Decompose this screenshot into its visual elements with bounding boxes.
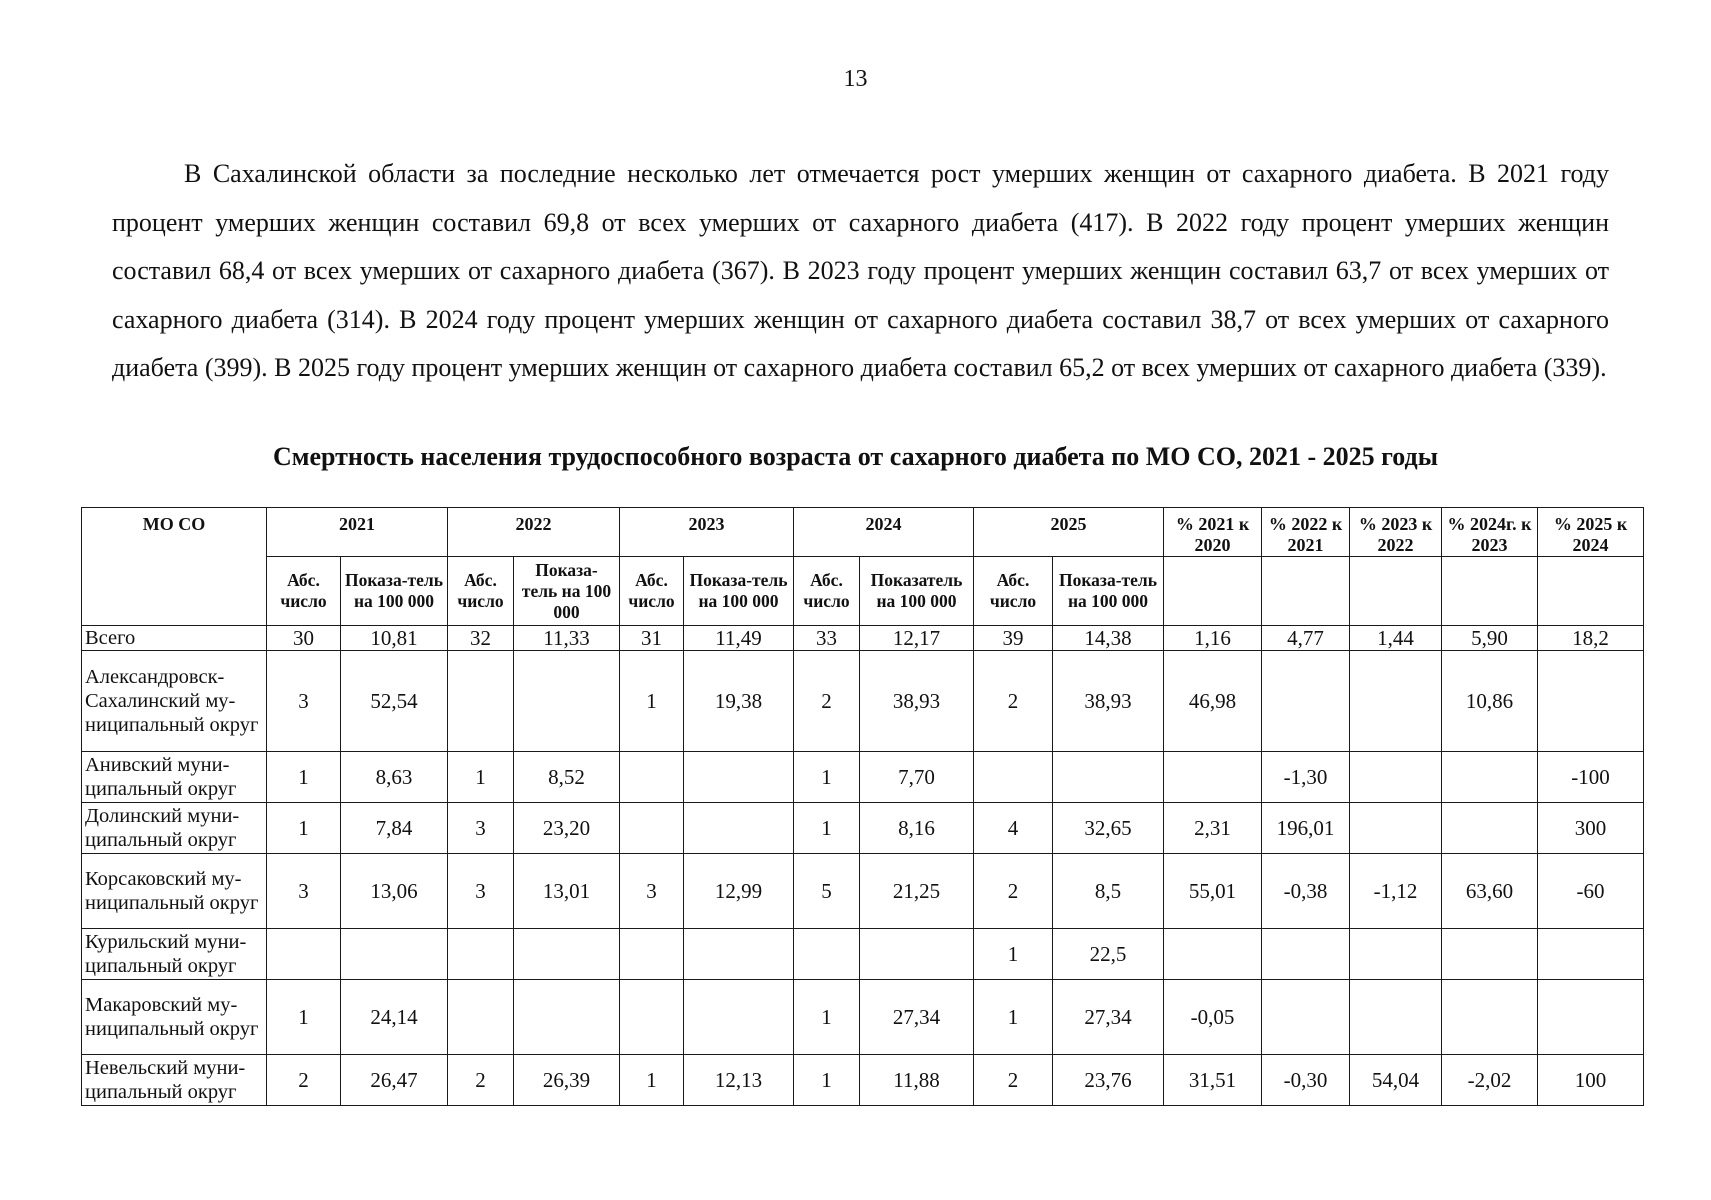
table-cell: -0,05	[1164, 980, 1262, 1055]
header-rate: Показатель на 100 000	[860, 557, 974, 626]
table-cell	[620, 752, 684, 803]
table-cell	[514, 651, 620, 752]
intro-paragraph: В Сахалинской области за последние несколько лет отмечается рост умерших женщин от сахарного диабета. В 2021 году процент умерших женщин составил 69,8 от всех умерших от сахарного диабета (417). В 2022 году процент умерших женщин составил 68,4 от всех умерших от сахарного диабета (367). В 2023 году процент умерших женщин составил 63,7 от всех умерших от сахарного диабета (314). В 2024 году процент умерших женщин от сахарного диабета составил 38,7 от всех умерших от сахарного диабета (399). В 2025 году процент умерших женщин от сахарного диабета составил 65,2 от всех умерших от сахарного диабета (339).	[112, 159, 1609, 383]
table-cell	[514, 929, 620, 980]
header-pct: % 2023 к 2022	[1350, 508, 1442, 557]
header-year: 2023	[620, 508, 794, 557]
table-row	[82, 929, 1644, 980]
table-cell	[974, 752, 1053, 803]
header-abs: Абс. число	[448, 557, 514, 626]
header-abs: Абс. число	[620, 557, 684, 626]
table-cell: 3	[267, 854, 341, 929]
table-cell: 14,38	[1053, 626, 1164, 651]
table-cell	[1350, 752, 1442, 803]
table-cell: 27,34	[860, 980, 974, 1055]
table-cell: 55,01	[1164, 854, 1262, 929]
header-empty	[1164, 557, 1262, 626]
table-cell	[1350, 980, 1442, 1055]
table-cell: 1	[974, 929, 1053, 980]
table-cell	[620, 929, 684, 980]
table-cell: 23,20	[514, 803, 620, 854]
table-cell	[1350, 929, 1442, 980]
table-cell: 46,98	[1164, 651, 1262, 752]
table-row	[82, 1055, 1644, 1106]
table-cell: 1	[267, 803, 341, 854]
table-cell: 1	[794, 1055, 860, 1106]
table-cell: 21,25	[860, 854, 974, 929]
row-name: Невельский муни-ципальный округ	[82, 1055, 267, 1106]
table-cell: -1,12	[1350, 854, 1442, 929]
table-cell: 32,65	[1053, 803, 1164, 854]
table-cell	[1350, 803, 1442, 854]
table-cell	[267, 929, 341, 980]
row-name: Анивский муни-ципальный округ	[82, 752, 267, 803]
table-cell: 13,06	[341, 854, 448, 929]
table-row	[82, 626, 1644, 651]
table-cell: 11,49	[684, 626, 794, 651]
table-cell: 38,93	[1053, 651, 1164, 752]
table-cell	[1053, 752, 1164, 803]
table-cell	[794, 929, 860, 980]
row-name: Долинский муни-ципальный округ	[82, 803, 267, 854]
header-year: 2021	[267, 508, 448, 557]
table-row	[82, 980, 1644, 1055]
table-cell: 11,33	[514, 626, 620, 651]
table-cell	[860, 929, 974, 980]
header-pct: % 2025 к 2024	[1538, 508, 1644, 557]
table-cell	[514, 980, 620, 1055]
table-cell	[1538, 980, 1644, 1055]
header-pct: % 2021 к 2020	[1164, 508, 1262, 557]
table-subheader-row	[82, 557, 1644, 626]
table-cell: 1,44	[1350, 626, 1442, 651]
table-cell: 1	[794, 980, 860, 1055]
table-body	[82, 626, 1644, 1106]
row-name: Курильский муни-ципальный округ	[82, 929, 267, 980]
table-cell: 54,04	[1350, 1055, 1442, 1106]
header-year: 2025	[974, 508, 1164, 557]
table-cell: -2,02	[1442, 1055, 1538, 1106]
row-name: Александровск-Сахалинский му-ниципальный округ	[82, 651, 267, 752]
table-cell	[448, 651, 514, 752]
table-cell: 13,01	[514, 854, 620, 929]
table-cell	[1262, 980, 1350, 1055]
table-cell	[1538, 929, 1644, 980]
table-cell: 12,13	[684, 1055, 794, 1106]
table-cell	[684, 929, 794, 980]
table-cell	[1262, 651, 1350, 752]
table-cell	[620, 980, 684, 1055]
table-cell: 8,5	[1053, 854, 1164, 929]
table-cell	[1538, 651, 1644, 752]
table-cell: 31	[620, 626, 684, 651]
table-cell	[1262, 929, 1350, 980]
table-cell	[620, 803, 684, 854]
header-rate: Показа-тель на 100 000	[514, 557, 620, 626]
table-cell: 196,01	[1262, 803, 1350, 854]
table-cell	[341, 929, 448, 980]
header-empty	[1262, 557, 1350, 626]
table-cell: 24,14	[341, 980, 448, 1055]
table-cell	[1164, 929, 1262, 980]
table-cell: -0,30	[1262, 1055, 1350, 1106]
table-row	[82, 752, 1644, 803]
table-cell: 19,38	[684, 651, 794, 752]
table-cell: 1	[267, 752, 341, 803]
table-cell: 2	[974, 854, 1053, 929]
table-cell: 5	[794, 854, 860, 929]
table-cell: 2	[448, 1055, 514, 1106]
table-cell: 30	[267, 626, 341, 651]
header-empty	[1442, 557, 1538, 626]
row-name: Корсаковский му-ниципальный округ	[82, 854, 267, 929]
table-cell: 3	[620, 854, 684, 929]
table-cell: 1,16	[1164, 626, 1262, 651]
table-cell	[1350, 651, 1442, 752]
table-cell: 3	[448, 803, 514, 854]
table-cell: 1	[974, 980, 1053, 1055]
table-cell: 11,88	[860, 1055, 974, 1106]
table-cell: 26,39	[514, 1055, 620, 1106]
table-cell: 300	[1538, 803, 1644, 854]
table-cell: 33	[794, 626, 860, 651]
header-abs: Абс. число	[794, 557, 860, 626]
table-cell: 8,52	[514, 752, 620, 803]
table-cell: 1	[794, 752, 860, 803]
table-cell	[1164, 752, 1262, 803]
table-cell: 52,54	[341, 651, 448, 752]
table-cell: 100	[1538, 1055, 1644, 1106]
table-cell: 10,86	[1442, 651, 1538, 752]
table-cell: 2	[267, 1055, 341, 1106]
header-rate: Показа-тель на 100 000	[684, 557, 794, 626]
row-name: Всего	[82, 626, 267, 651]
table-cell: 10,81	[341, 626, 448, 651]
header-abs: Абс. число	[974, 557, 1053, 626]
header-year: 2024	[794, 508, 974, 557]
table-cell: 2,31	[1164, 803, 1262, 854]
mortality-table	[81, 507, 1644, 1106]
table-header-row	[82, 508, 1644, 557]
table-cell: 1	[794, 803, 860, 854]
table-cell	[448, 980, 514, 1055]
table-cell	[1442, 752, 1538, 803]
table-cell: 3	[267, 651, 341, 752]
table-cell	[1442, 803, 1538, 854]
table-cell: 27,34	[1053, 980, 1164, 1055]
table-cell: -100	[1538, 752, 1644, 803]
table-cell: 26,47	[341, 1055, 448, 1106]
header-mo: МО СО	[82, 508, 267, 626]
table-cell: 3	[448, 854, 514, 929]
table-cell: 2	[794, 651, 860, 752]
header-empty	[1538, 557, 1644, 626]
table-cell: 7,70	[860, 752, 974, 803]
table-cell	[684, 980, 794, 1055]
header-rate: Показа-тель на 100 000	[341, 557, 448, 626]
table-cell: 22,5	[1053, 929, 1164, 980]
table-cell: 1	[448, 752, 514, 803]
table-cell: -1,30	[1262, 752, 1350, 803]
table-row	[82, 803, 1644, 854]
table-cell: 31,51	[1164, 1055, 1262, 1106]
table-cell: 4	[974, 803, 1053, 854]
table-cell	[1442, 929, 1538, 980]
table-cell: 12,99	[684, 854, 794, 929]
table-cell: -60	[1538, 854, 1644, 929]
table-cell	[684, 803, 794, 854]
table-cell: -0,38	[1262, 854, 1350, 929]
page-number: 13	[843, 66, 868, 92]
table-cell: 1	[620, 651, 684, 752]
table-cell: 38,93	[860, 651, 974, 752]
table-cell: 63,60	[1442, 854, 1538, 929]
table-cell: 7,84	[341, 803, 448, 854]
table-cell: 4,77	[1262, 626, 1350, 651]
table-cell	[448, 929, 514, 980]
table-cell: 1	[620, 1055, 684, 1106]
table-cell: 2	[974, 1055, 1053, 1106]
table-cell: 18,2	[1538, 626, 1644, 651]
header-pct: % 2022 к 2021	[1262, 508, 1350, 557]
table-cell: 2	[974, 651, 1053, 752]
table-cell: 12,17	[860, 626, 974, 651]
row-name: Макаровский му-ниципальный округ	[82, 980, 267, 1055]
table-cell: 39	[974, 626, 1053, 651]
table-cell: 1	[267, 980, 341, 1055]
table-cell: 5,90	[1442, 626, 1538, 651]
header-rate: Показа-тель на 100 000	[1053, 557, 1164, 626]
header-pct: % 2024г. к 2023	[1442, 508, 1538, 557]
header-year: 2022	[448, 508, 620, 557]
table-cell	[684, 752, 794, 803]
table-row	[82, 651, 1644, 752]
table-cell: 8,63	[341, 752, 448, 803]
table-cell: 8,16	[860, 803, 974, 854]
table-cell: 32	[448, 626, 514, 651]
table-cell: 23,76	[1053, 1055, 1164, 1106]
table-title: Смертность населения трудоспособного возраста от сахарного диабета по МО СО, 2021 - 2025 годы	[272, 442, 1439, 471]
table-row	[82, 854, 1644, 929]
table-cell	[1442, 980, 1538, 1055]
header-empty	[1350, 557, 1442, 626]
header-abs: Абс. число	[267, 557, 341, 626]
